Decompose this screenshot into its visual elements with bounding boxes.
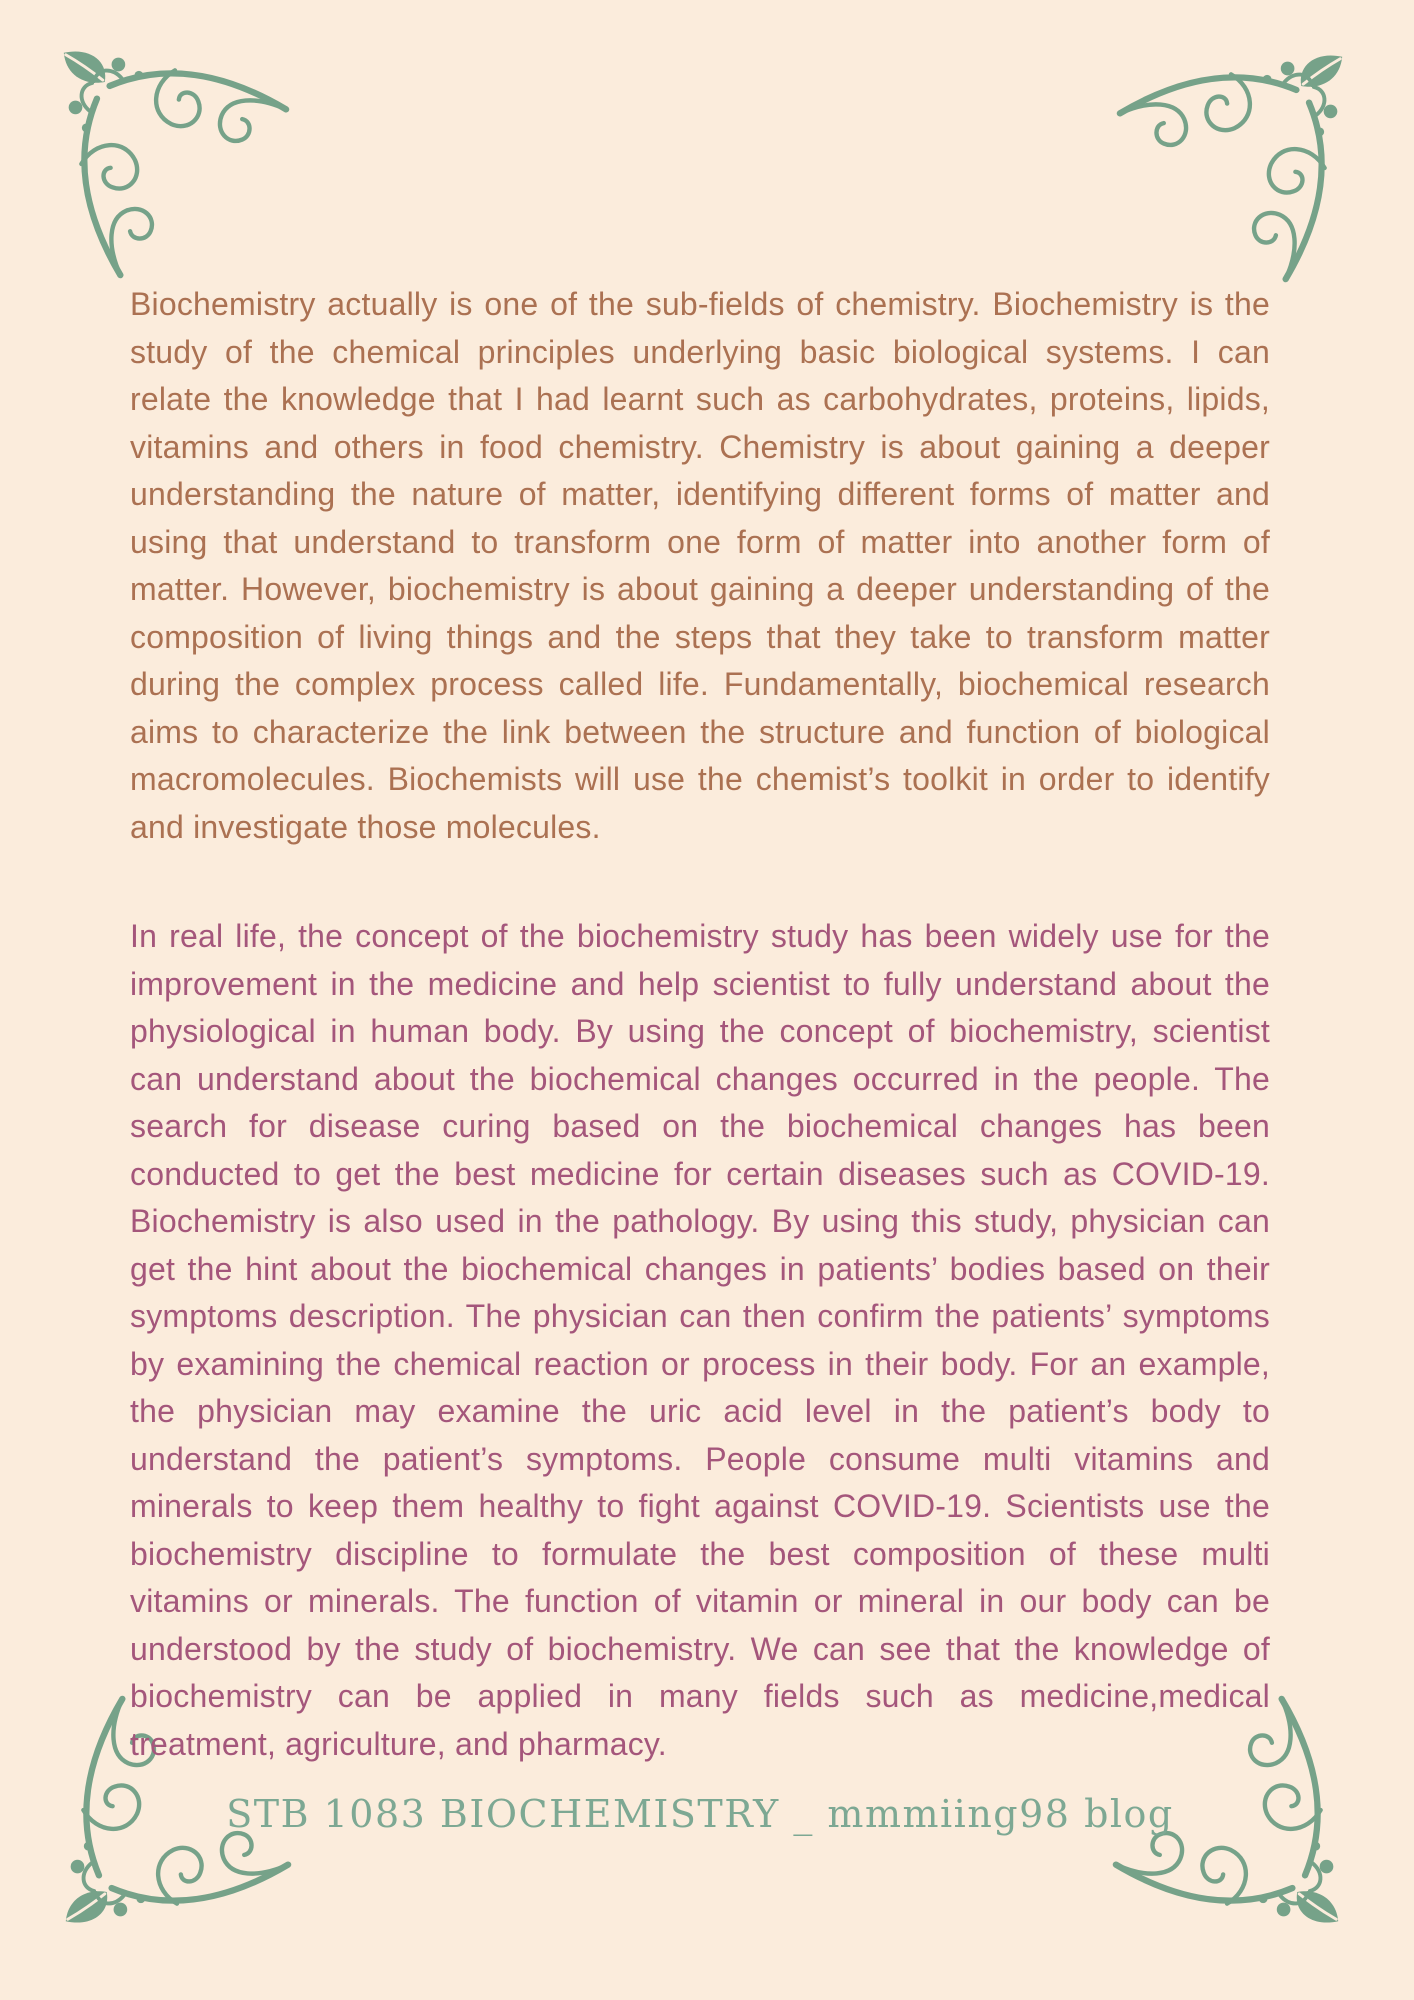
paragraph-biochemistry-applications: In real life, the concept of the biochemistry study has been widely use for the improvement in the medicine and help scientist to fully understand about the physiological in human body. By using the concept of biochemistry, scientist can understand about the biochemical changes occurred in the people. The search for disease curing based on the biochemical changes has been conducted to get the best medicine for certain diseases such as COVID-19. Biochemistry is also used in the pathology. By using this study, physician can get the hint about the biochemical changes in patients’ bodies based on their symptoms description. The physician can then confirm the patients’ symptoms by examining the chemical reaction or process in their body. For an example, the physician may examine the uric acid level in the patient’s body to understand the patient’s symptoms. People consume multi vitamins and minerals to keep them healthy to fight against COVID-19. Scientists use the biochemistry discipline to formulate the best composition of these multi vitamins or minerals. The function of vitamin or mineral in our body can be understood by the study of biochemistry. We can see that the knowledge of biochemistry can be applied in many fields such as medicine,medical treatment, agriculture, and pharmacy. [130, 918, 1270, 1762]
paragraph-biochemistry-intro: Biochemistry actually is one of the sub-fields of chemistry. Biochemistry is the study of the chemical principles underlying basic biological systems. I can relate the knowledge that I had learnt such as carbohydrates, proteins, lipids, vitamins and others in food chemistry. Chemistry is about gaining a deeper understanding the nature of matter, identifying different forms of matter and using that understand to transform one form of matter into another form of matter. However, biochemistry is about gaining a deeper understanding of the composition of living things and the steps that they take to transform matter during the complex process called life. Fundamentally, biochemical research aims to characterize the link between the structure and function of biological macromolecules. Biochemists will use the chemist’s toolkit in order to identify and investigate those molecules. [130, 286, 1270, 845]
footer-credit: STB 1083 BIOCHEMISTRY _ mmmiing98 blog [226, 1792, 1174, 1836]
corner-flourish-top-left-icon [56, 44, 290, 280]
article-body [130, 281, 1270, 1768]
corner-flourish-top-right-icon [1116, 48, 1350, 284]
